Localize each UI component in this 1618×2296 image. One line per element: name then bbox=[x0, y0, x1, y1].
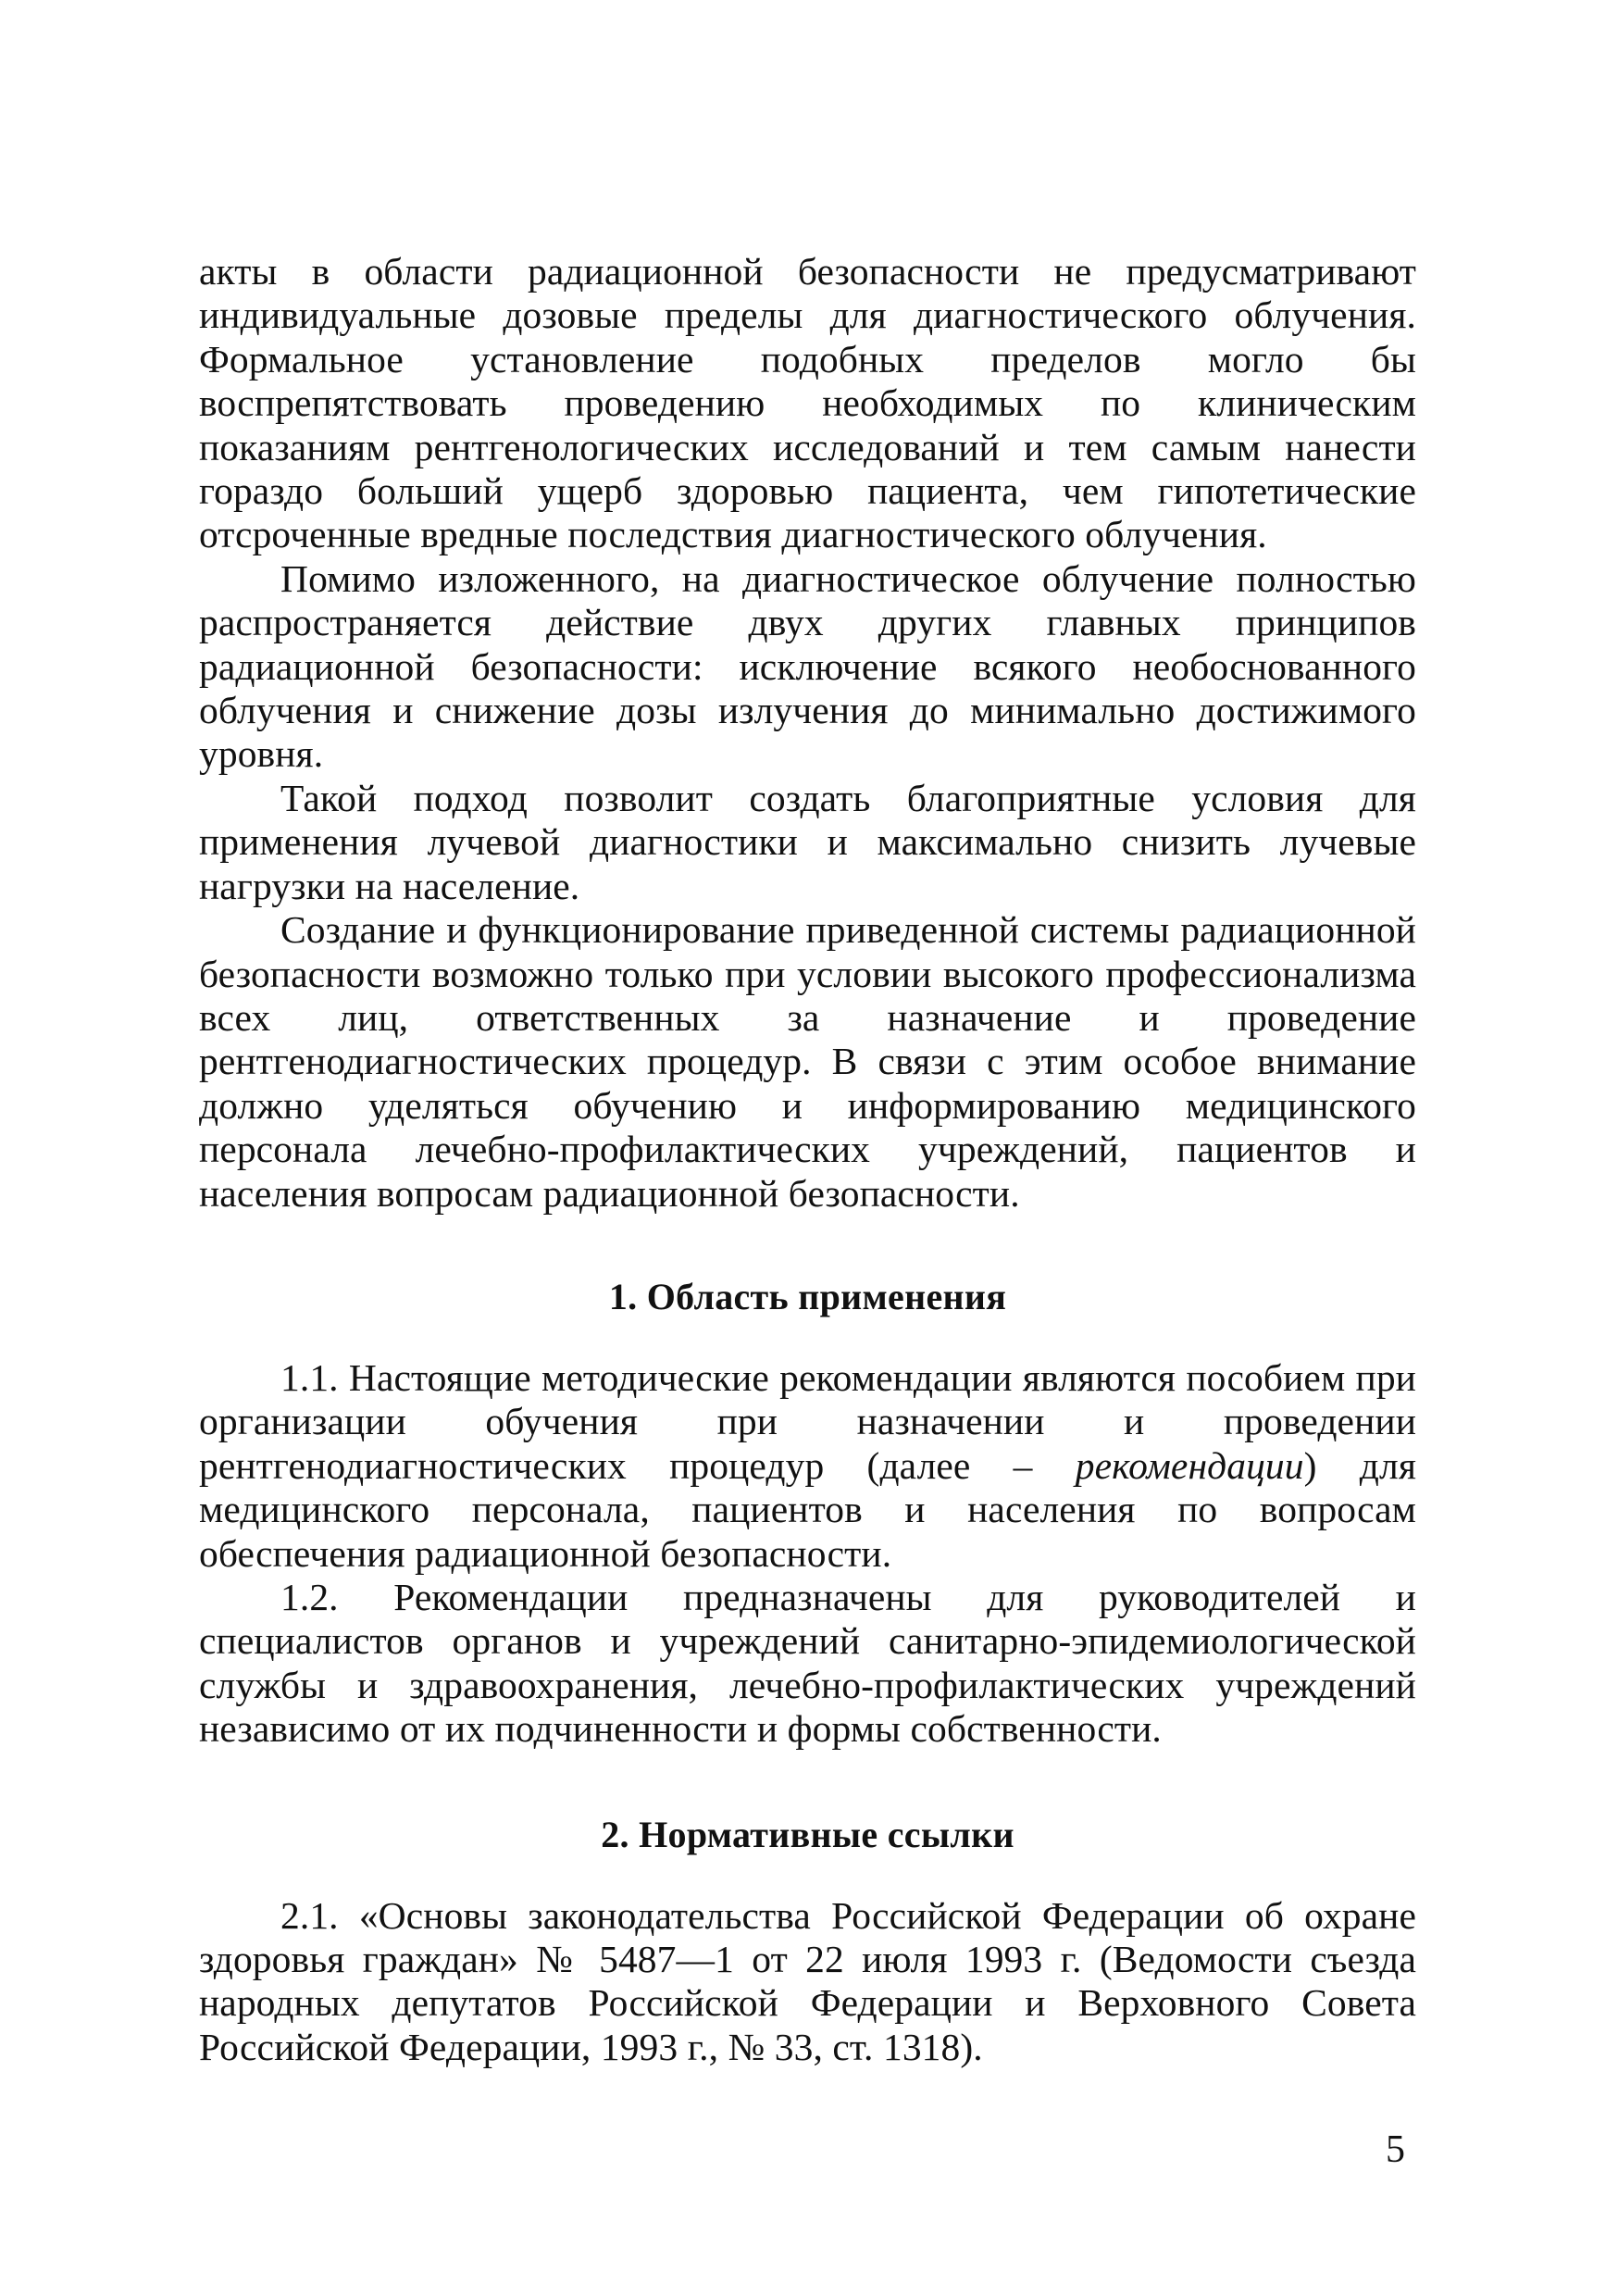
paragraph-1-1-italic-term: рекомендации bbox=[1075, 1443, 1304, 1487]
paragraph-approach: Такой подход позволит создать благоприятные условия для применения лучевой диагностики и максимально снизить лучевые нагрузки на население. bbox=[199, 776, 1416, 907]
document-body bbox=[199, 250, 1416, 2069]
paragraph-professionalism: Создание и функционирование приведенной системы радиационной безопасности возможно только при условии высокого профессионализма всех лиц, ответственных за назначение и проведение рентгенодиагностических процедур. В связи с этим особое внимание должно уделяться обучению и информированию медицинского персонала лечебно-профилактических учреждений, пациентов и населения вопросам радиационной безопасности. bbox=[199, 908, 1416, 1215]
page-number: 5 bbox=[1386, 2128, 1405, 2171]
paragraph-1-2: 1.2. Рекомендации предназначены для руководителей и специалистов органов и учреждений санитарно-эпидемиологической службы и здравоохранения, лечебно-профилактических учреждений независимо от их подчиненности и формы собственности. bbox=[199, 1575, 1416, 1751]
paragraph-continuation: акты в области радиационной безопасности не предусматривают индивидуальные дозовые пределы для диагностического облучения. Формальное установление подобных пределов могло бы воспрепятствовать проведению необходимых по клиническим показаниям рентгенологических исследований и тем самым нанести гораздо больший ущерб здоровью пациента, чем гипотетические отсроченные вредные последствия диагностического облучения. bbox=[199, 250, 1416, 556]
paragraph-1-1-text-end: ) для медицинского персонала, пациентов и населения по вопросам обеспечения радиационной безопасности. bbox=[199, 1443, 1417, 1575]
paragraph-1-1-text-start: 1.1. Настоящие методические рекомендации являются пособием при организации обучения при назначении и проведении рентгенодиагностических процедур (далее – bbox=[199, 1355, 1416, 1487]
section-heading-references: 2. Нормативные ссылки bbox=[601, 1813, 1014, 1855]
section-heading-scope: 1. Область применения bbox=[608, 1275, 1007, 1317]
paragraph-2-1: 2.1. «Основы законодательства Российской Федерации об охране здоровья граждан» № 5487—1 от 22 июля 1993 г. (Ведомости съезда народных депутатов Российской Федерации и Верховного Совета Российской Федерации, 1993 г., № 33, ст. 1318). bbox=[199, 1893, 1416, 2068]
paragraph-principles: Помимо изложенного, на диагностическое облучение полностью распространяется действие двух других главных принципов радиационной безопасности: исключение всякого необоснованного облучения и снижение дозы излучения до минимально достижимого уровня. bbox=[199, 556, 1416, 776]
paragraph-1-1 bbox=[199, 1356, 1416, 1576]
